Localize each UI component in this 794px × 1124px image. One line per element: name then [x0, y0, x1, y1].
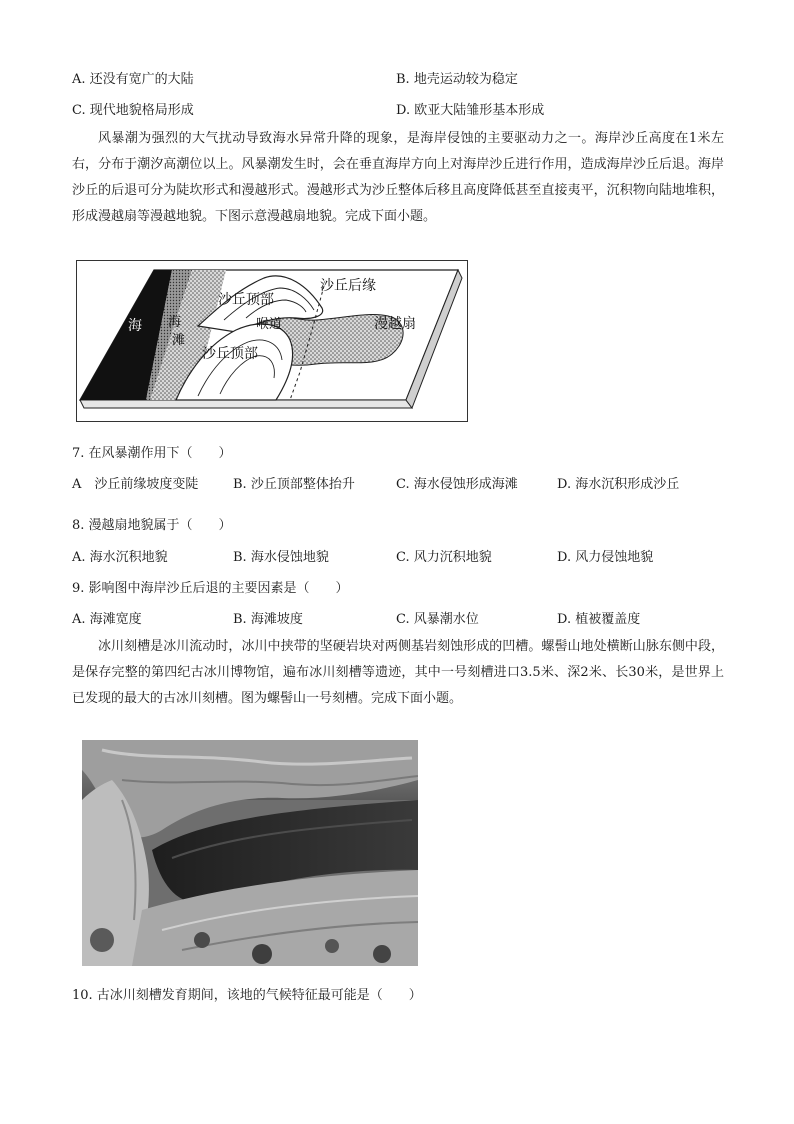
q10-stem: 10. 古冰川刻槽发育期间，该地的气候特征最可能是（ ） [72, 988, 422, 1003]
q9-option-d: D. 植被覆盖度 [557, 612, 641, 627]
storm-surge-passage: 风暴潮为强烈的大气扰动导致海水异常升降的现象，是海岸侵蚀的主要驱动力之一。海岸沙丘高度在1米左右，分布于潮汐高潮位以上。风暴潮发生时，会在垂直海岸方向上对海岸沙丘进行作用，造成海岸沙丘后退。海岸沙丘的后退可分为陡坎形式和漫越形式。漫越形式为沙丘整体后移且高度降低甚至直接夷平，沉积物向陆地堆积，形成漫越扇等漫越地貌。下图示意漫越扇地貌。完成下面小题。 [72, 131, 724, 224]
label-dune-top-upper: 沙丘顶部 [218, 293, 274, 308]
label-beach-1: 海 [168, 314, 182, 329]
label-dune-top-lower: 沙丘顶部 [202, 347, 258, 362]
q9-option-b: B. 海滩坡度 [233, 612, 303, 627]
q7-option-d: D. 海水沉积形成沙丘 [557, 477, 680, 492]
label-overwash-fan: 漫越扇 [374, 317, 416, 332]
label-beach-2: 滩 [172, 332, 186, 347]
q8-option-c: C. 风力沉积地貌 [396, 550, 492, 565]
q6-option-b: B. 地壳运动较为稳定 [396, 72, 518, 87]
q7-stem: 7. 在风暴潮作用下（ ） [72, 446, 232, 461]
glacier-groove-passage: 冰川刻槽是冰川流动时，冰川中挟带的坚硬岩块对两侧基岩刻蚀形成的凹槽。螺髻山地处横断山脉东侧中段，是保存完整的第四纪古冰川博物馆，遍布冰川刻槽等遗迹，其中一号刻槽进口3.5米、深2米、长30米，是世界上已发现的最大的古冰川刻槽。图为螺髻山一号刻槽。完成下面小题。 [72, 639, 724, 706]
q9-option-c: C. 风暴潮水位 [396, 612, 479, 627]
q8-option-a: A. 海水沉积地貌 [72, 550, 168, 565]
overwash-fan-diagram [76, 260, 468, 422]
q6-option-c: C. 现代地貌格局形成 [72, 103, 194, 118]
q7-option-c: C. 海水侵蚀形成海滩 [396, 477, 518, 492]
label-sea: 海 [128, 319, 142, 334]
q8-stem: 8. 漫越扇地貌属于（ ） [72, 518, 232, 533]
q9-option-a: A. 海滩宽度 [72, 612, 142, 627]
label-throat: 喉道 [256, 316, 283, 331]
q8-option-d: D. 风力侵蚀地貌 [557, 550, 654, 565]
q9-stem: 9. 影响图中海岸沙丘后退的主要因素是（ ） [72, 581, 349, 596]
q6-option-a: A. 还没有宽广的大陆 [72, 72, 194, 87]
label-dune-edge: 沙丘后缘 [320, 279, 376, 294]
q7-option-b: B. 沙丘顶部整体抬升 [233, 477, 355, 492]
q7-option-a: A 沙丘前缘坡度变陡 [72, 477, 199, 492]
q6-option-d: D. 欧亚大陆雏形基本形成 [396, 103, 545, 118]
glacier-groove-photo [82, 740, 418, 966]
q8-option-b: B. 海水侵蚀地貌 [233, 550, 329, 565]
